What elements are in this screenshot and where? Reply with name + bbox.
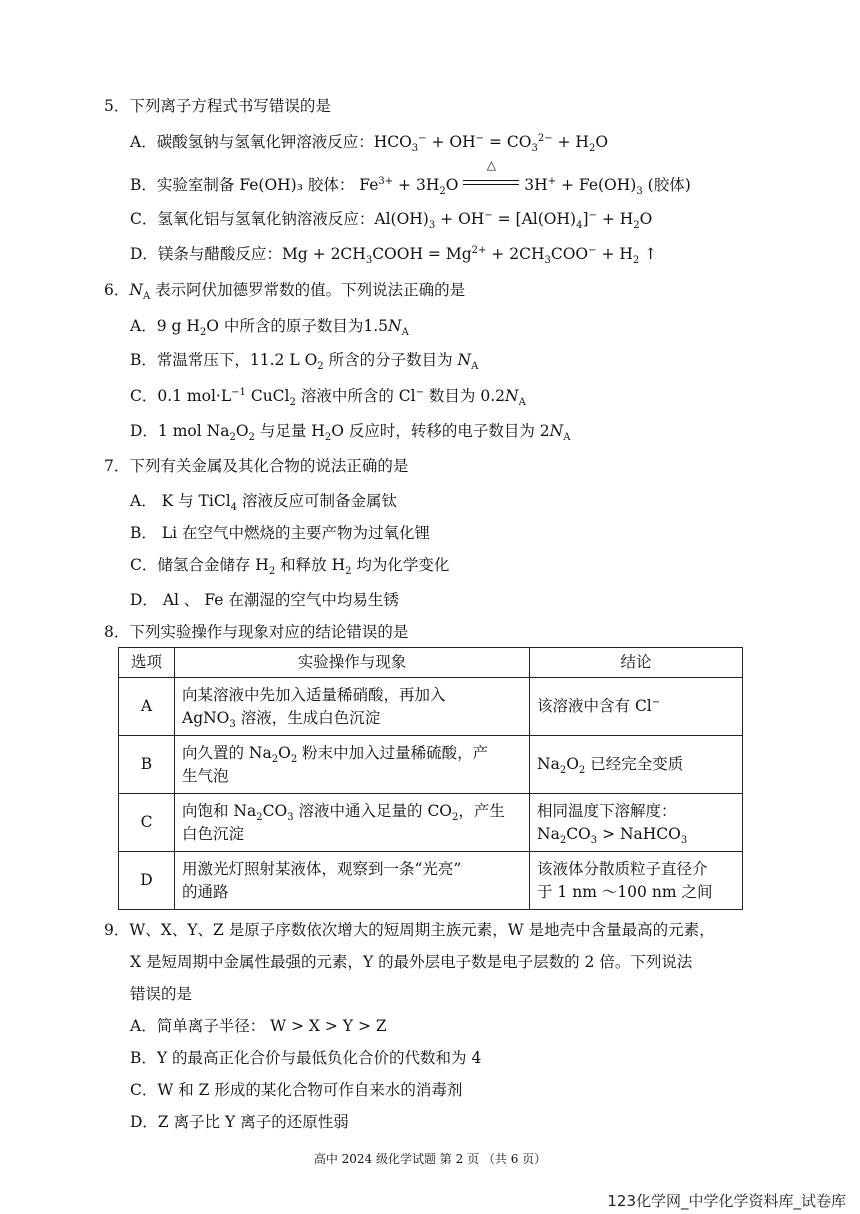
row-operation: 用激光灯照射某液体，观察到一条“光亮” 的通路	[175, 852, 530, 910]
table-header-conclusion: 结论	[530, 648, 743, 678]
q5-stem: 5．下列离子方程式书写错误的是	[104, 97, 331, 115]
q7-option-c: C．储氢合金储存 $H_2$ 和释放 $H_2$ 均为化学变化	[130, 556, 450, 578]
page-footer: 高中 2024 级化学试题 第 2 页 （共 6 页）	[313, 1152, 547, 1166]
q7-option-d: D． Al 、 Fe 在潮湿的空气中均易生锈	[130, 591, 399, 609]
table-row	[119, 736, 743, 794]
row-conclusion: $Na_2O_2$ 已经完全变质	[530, 736, 743, 794]
q7-option-b: B． Li 在空气中燃烧的主要产物为过氧化锂	[130, 524, 431, 542]
row-option: B	[119, 736, 175, 794]
q9-option-c: C．W 和 Z 形成的某化合物可作自来水的消毒剂	[130, 1081, 463, 1099]
q5-option-d: D．镁条与醋酸反应：$Mg + 2CH_3COOH = Mg^{2+} + 2CH_3COO^- + H_2$ ↑	[130, 244, 658, 267]
table-row	[119, 794, 743, 852]
q9-stem-line1: 9．W、X、Y、Z 是原子序数依次增大的短周期主族元素，W 是地壳中含量最高的元素，	[104, 921, 715, 939]
table-header-row	[119, 648, 743, 678]
q6-option-c: C．0.1 $mol\cdot L^{-1}$ CuCl$_2$ 溶液中所含的 Cl− 数目为 $0.2N_A$	[130, 386, 526, 409]
row-option: A	[119, 678, 175, 736]
row-conclusion: 该溶液中含有 Cl−	[530, 678, 743, 736]
q6-option-d: D．1 mol $Na_2O_2$ 与足量 $H_2O$ 反应时，转移的电子数目为 $2N_A$	[130, 422, 571, 444]
q8-stem: 8．下列实验操作与现象对应的结论错误的是	[104, 623, 409, 641]
q9-option-b: B．Y 的最高正化合价与最低负化合价的代数和为 4	[130, 1049, 482, 1067]
q7-stem: 7．下列有关金属及其化合物的说法正确的是	[104, 457, 409, 475]
table-row	[119, 852, 743, 910]
table-header-operation: 实验操作与现象	[175, 648, 530, 678]
q9-option-d: D．Z 离子比 Y 离子的还原性弱	[130, 1113, 349, 1131]
q9-option-a: A．简单离子半径： W > X > Y > Z	[130, 1017, 387, 1035]
q7-option-a: A． K 与 TiCl$_4$ 溶液反应可制备金属钛	[130, 492, 397, 514]
row-option: C	[119, 794, 175, 852]
q6-option-b: B．常温常压下，11.2 L $O_2$ 所含的分子数目为 $N_A$	[130, 351, 479, 373]
row-conclusion: 相同温度下溶解度： $Na_2CO_3$ > NaHCO$_3$	[530, 794, 743, 852]
row-option: D	[119, 852, 175, 910]
experiment-table	[118, 647, 743, 910]
q5-option-a: A．碳酸氢钠与氢氧化钾溶液反应：$HCO_3^- + OH^- = CO_3^{2-} + H_2O$	[130, 132, 609, 155]
row-operation: 向某溶液中先加入适量稀硝酸，再加入 AgNO$_3$ 溶液，生成白色沉淀	[175, 678, 530, 736]
q6-stem: 6．$N_A$ 表示阿伏加德罗常数的值。下列说法正确的是	[104, 281, 466, 303]
table-header-option: 选项	[119, 648, 175, 678]
q6-option-a: A．9 g $H_2O$ 中所含的原子数目为$1.5N_A$	[130, 317, 409, 339]
heating-equilibrium-sign: △	[463, 172, 519, 190]
table-row	[119, 678, 743, 736]
watermark: 123化学网_中学化学资料库_试卷库	[607, 1192, 846, 1210]
row-conclusion: 该液体分散质粒子直径介 于 1 nm ～100 nm 之间	[530, 852, 743, 910]
q9-stem-line3: 错误的是	[130, 985, 193, 1003]
row-operation: 向饱和 $Na_2CO_3$ 溶液中通入足量的 $CO_2$，产生 白色沉淀	[175, 794, 530, 852]
row-operation: 向久置的 $Na_2O_2$ 粉末中加入过量稀硫酸，产 生气泡	[175, 736, 530, 794]
q5-option-c: C．氢氧化铝与氢氧化钠溶液反应：$Al(OH)_3 + OH^- = [Al(OH)_4]^- + H_2O$	[130, 209, 653, 232]
q9-stem-line2: X 是短周期中金属性最强的元素，Y 的最外层电子数是电子层数的 2 倍。下列说法	[130, 953, 693, 971]
q5-option-b: B．实验室制备 Fe(OH)₃ 胶体： $Fe^{3+} + 3H_2O$ △ $3H^+ + Fe(OH)_3$ (胶体)	[130, 158, 691, 198]
